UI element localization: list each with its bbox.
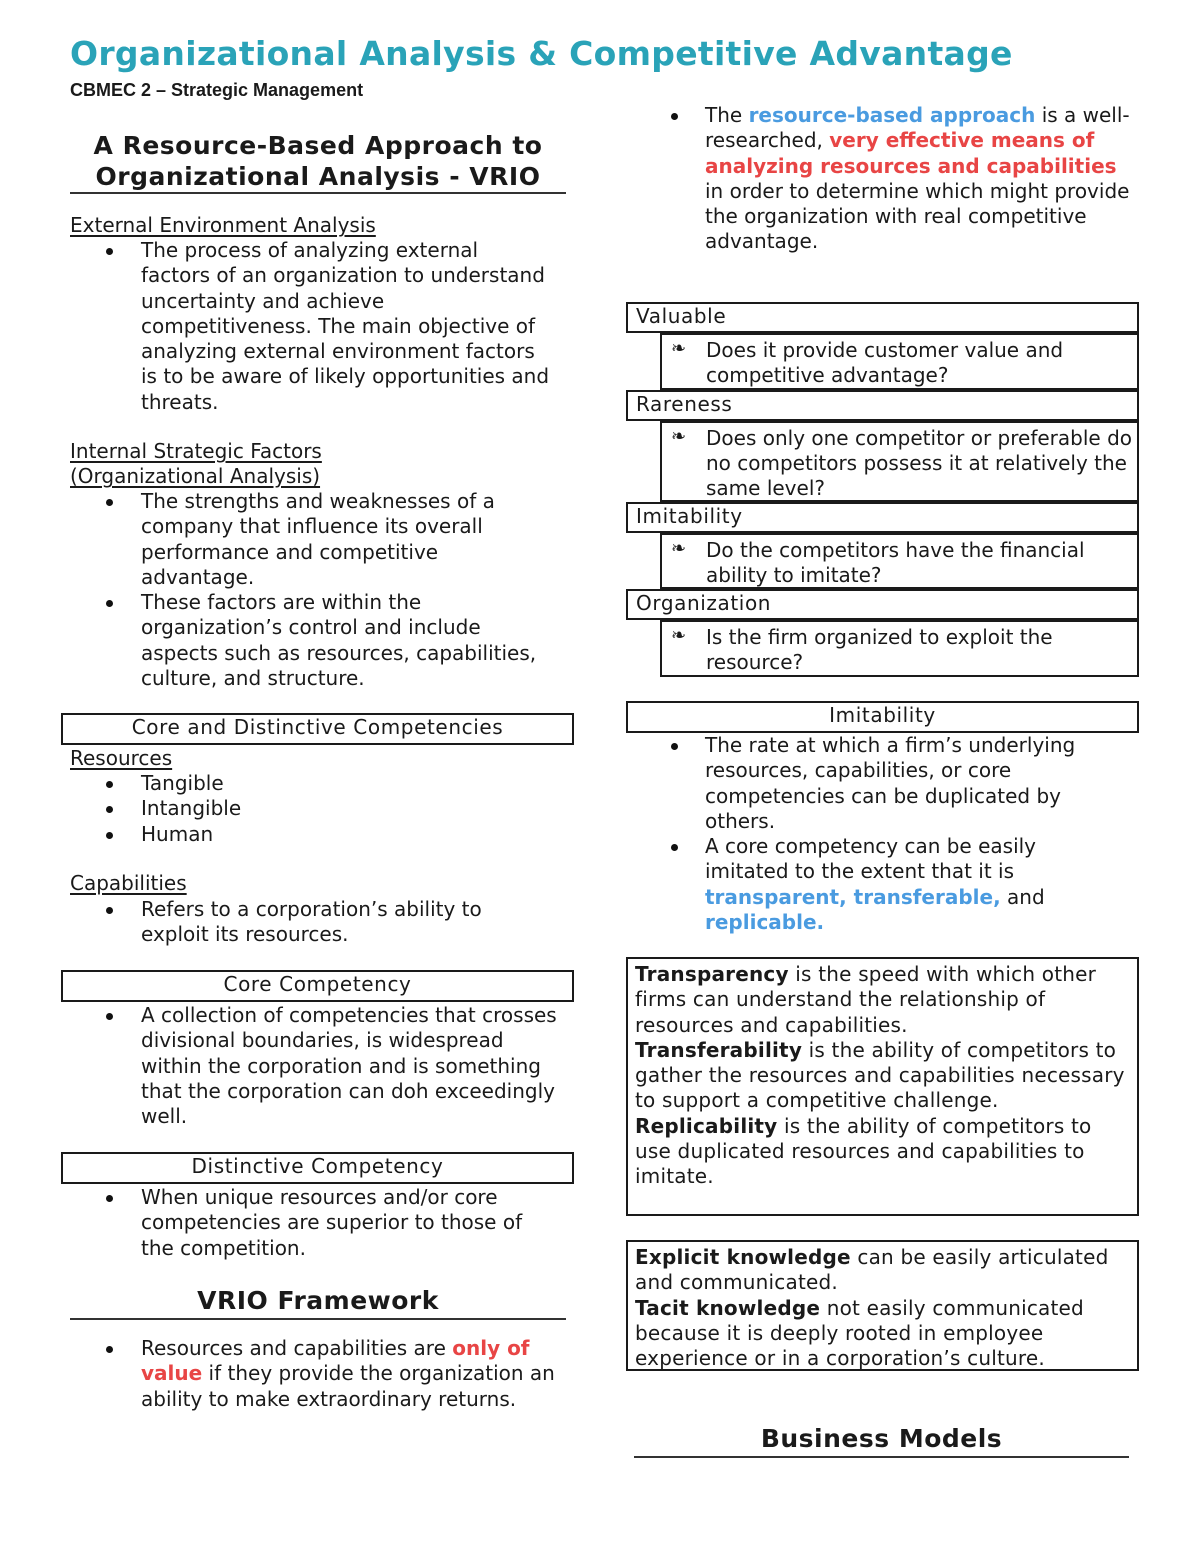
internal-factors-heading-line1: Internal Strategic Factors: [70, 439, 322, 463]
vrio-question-imitability: ❧ Do the competitors have the financial ability to imitate?: [660, 533, 1139, 589]
core-competency-box: Core Competency: [61, 970, 574, 1002]
highlight-text: only of value: [141, 1336, 530, 1386]
document-subtitle: CBMEC 2 – Strategic Management: [70, 80, 364, 100]
capabilities-list: [70, 897, 540, 948]
vrio-question-valuable: ❧ Does it provide customer value and competitive advantage?: [660, 333, 1139, 390]
vrio-question-rareness: ❧ Does only one competitor or preferable do no competitors possess it at relatively the same level?: [660, 421, 1139, 502]
list-item: Resources and capabilities are only of value if they provide the organization an ability to make extraordinary returns.: [70, 1336, 560, 1412]
core-competency-list: [70, 1003, 560, 1129]
definition-transferability: Transferability is the ability of competitors to gather the resources and capabilities necessary to support a competitive challenge.: [635, 1037, 1125, 1113]
list-item: Refers to a corporation’s ability to exploit its resources.: [70, 897, 540, 948]
vrio-heading-imitability: Imitability: [626, 502, 1139, 533]
definition-replicability: Replicability is the ability of competitors to use duplicated resources and capabilities to imitate.: [635, 1113, 1092, 1189]
internal-factors-heading: [70, 439, 322, 489]
business-models-heading: Business Models: [634, 1423, 1129, 1458]
vrio-heading-valuable: Valuable: [626, 302, 1139, 333]
list-item: Human: [70, 822, 540, 847]
vrio-framework-heading: VRIO Framework: [70, 1285, 566, 1320]
list-item: A collection of competencies that crosses divisional boundaries, is widespread within the corporation and is something that the corporation can doh exceedingly well.: [70, 1003, 560, 1129]
list-item: The strengths and weaknesses of a company that influence its overall performance and competitive advantage.: [70, 489, 540, 590]
external-analysis-list: [70, 238, 550, 415]
definitions-box: [626, 957, 1139, 1216]
list-item: The resource-based approach is a well-researched, very effective means of analyzing resources and capabilities in order to determine which might provide the organization with real competitive advantage.: [625, 103, 1130, 255]
vrio-heading-rareness: Rareness: [626, 390, 1139, 421]
internal-factors-list: [70, 489, 540, 691]
list-item: The process of analyzing external factors of an organization to understand uncertainty and achieve competitiveness. The main objective of analyzing external environment factors is to be aware of likely opportunities and threats.: [70, 238, 550, 415]
highlight-text: resource-based approach: [748, 103, 1036, 127]
distinctive-competency-box: Distinctive Competency: [61, 1152, 574, 1184]
explicit-knowledge: Explicit knowledge can be easily articulated and communicated.: [635, 1245, 1109, 1295]
definition-transparency: Transparency is the speed with which other firms can understand the relationship of resources and capabilities.: [635, 962, 1097, 1037]
resources-heading: Resources: [70, 746, 173, 770]
list-item: These factors are within the organization’s control and include aspects such as resources, capabilities, culture, and structure.: [70, 590, 540, 691]
vrio-heading-organization: Organization: [626, 589, 1139, 620]
list-item: The rate at which a firm’s underlying resources, capabilities, or core competencies can be duplicated by others.: [625, 733, 1125, 834]
knowledge-box: [626, 1240, 1139, 1371]
external-analysis-heading: External Environment Analysis: [70, 213, 376, 237]
question-bullet-icon: ❧: [671, 625, 687, 646]
rba-intro-list: [625, 103, 1130, 255]
question-bullet-icon: ❧: [671, 538, 687, 559]
list-item: When unique resources and/or core competencies are superior to those of the competition.: [70, 1185, 560, 1261]
highlight-text: transparent, transferable,: [705, 884, 1001, 909]
document-title: Organizational Analysis & Competitive Advantage: [70, 34, 1013, 73]
imitability-box: Imitability: [626, 701, 1139, 733]
question-bullet-icon: ❧: [671, 426, 687, 447]
question-bullet-icon: ❧: [671, 338, 687, 359]
list-item: Tangible: [70, 771, 540, 796]
vrio-question-organization: ❧ Is the firm organized to exploit the resource?: [660, 620, 1139, 677]
vrio-framework-list: [70, 1336, 560, 1412]
resources-list: [70, 771, 540, 847]
highlight-text: replicable.: [705, 910, 825, 935]
list-item: A core competency can be easily imitated to the extent that it is transparent, transferable, and replicable.: [625, 834, 1125, 935]
core-distinctive-box: Core and Distinctive Competencies: [61, 713, 574, 745]
list-item: Intangible: [70, 796, 540, 821]
distinctive-competency-list: [70, 1185, 560, 1261]
highlight-text: very effective means of analyzing resources and capabilities: [705, 128, 1117, 178]
resource-based-heading-line2: Organizational Analysis - VRIO: [95, 162, 541, 191]
internal-factors-heading-line2: (Organizational Analysis): [70, 464, 321, 488]
resource-based-heading-line1: A Resource-Based Approach to: [93, 131, 543, 160]
resource-based-heading: [70, 130, 566, 194]
tacit-knowledge: Tacit knowledge not easily communicated because it is deeply rooted in employee experience or in a corporation’s culture.: [635, 1295, 1084, 1371]
capabilities-heading: Capabilities: [70, 871, 187, 895]
imitability-list: [625, 733, 1125, 935]
